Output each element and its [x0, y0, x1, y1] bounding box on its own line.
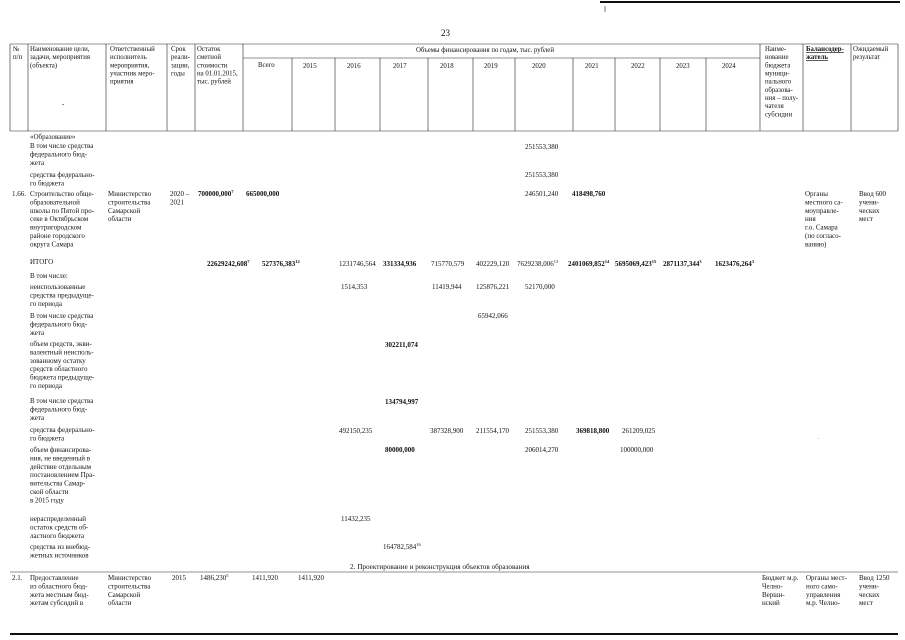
row-name: неиспользованные средства предыдуще-го периода: [30, 283, 94, 308]
row-name: Предоставление из областного бюд-жета местным бюд-жетам субсидий в: [30, 574, 89, 608]
header-year: 2015: [303, 63, 317, 70]
row-term: 2015: [172, 574, 186, 582]
cell-2017: 134794,997: [385, 398, 419, 406]
cell-2018: 387328,900: [430, 427, 464, 435]
row-result: Ввод 1250 учени-ческих мест: [859, 574, 890, 608]
itogo-2019: 402229,120: [476, 260, 510, 268]
row-executor: Министерство строительства Самарской области: [108, 574, 152, 608]
cell-2020: 251553,380: [525, 143, 559, 151]
header-year: 2024: [722, 63, 736, 70]
scan-speck: ·: [817, 435, 820, 443]
header-name: Наименование цели, задачи, мероприятия (объекта): [30, 46, 91, 70]
row-holder: Органы мест-ного само-управления м.р. Челно-: [806, 574, 847, 608]
row-number: 1.66.: [12, 190, 26, 198]
cell-2016: 492150,235: [339, 427, 373, 435]
itogo-2016: 1231746,564: [339, 260, 376, 268]
row-holder: Органы местного са-моуправле-ния г.о. Самара (по согласо-ванию): [805, 190, 843, 249]
row-name: объем средств, экви-валентный неисполь-зованному остатку средств областного бюджета предыдуще-го периода: [30, 340, 95, 390]
cell-2019: 65942,066: [478, 312, 508, 320]
row-number: 2.1.: [12, 574, 23, 582]
itogo-total: 22629242,608$^7$: [207, 259, 250, 268]
header-budget: Наиме-нование бюджета муници-пального образова-ния – полу-чателя субсидии: [765, 46, 799, 119]
row-budget: Бюджет м.р. Челно-Верши-нский: [762, 574, 799, 608]
header-no: № п/п: [13, 46, 23, 62]
row-name: В том числе средства федерального бюд-жета: [30, 397, 94, 422]
cell-2019: 211554,170: [476, 427, 509, 435]
cell-2015: 1411,920: [298, 574, 324, 582]
row-name: средства федерально-го бюджета: [30, 171, 95, 188]
row-executor: Министерство строительства Самарской области: [108, 190, 152, 224]
cell-2017: 164782,584$^{16}$: [383, 542, 421, 551]
row-name: В том числе средства федерального бюд-жета: [30, 142, 94, 167]
cell-total: 665000,000: [246, 190, 280, 198]
header-year: 2017: [393, 63, 407, 70]
cell-total: 1411,920: [252, 574, 278, 582]
cell-rest: 1486,230$^5$: [200, 573, 229, 582]
header-year: 2023: [676, 63, 690, 70]
row-name: средства федерально-го бюджета: [30, 426, 95, 443]
cell-rest: 700000,000$^7$: [198, 189, 234, 198]
itogo-2023: 2871137,344$^3$: [663, 259, 702, 268]
itogo-2020: 7629238,006$^{13}$: [517, 259, 559, 268]
cell-2020: 52170,000: [525, 283, 555, 291]
header-years: [303, 63, 736, 70]
cell-2021: 418498,760: [572, 190, 606, 198]
header-result: Ожидаемый результат: [853, 46, 889, 62]
cell-2016: 11432,235: [341, 515, 371, 523]
itogo-2018: 715770,579: [431, 260, 465, 268]
row-name: средства из внебюд-жетных источников: [30, 543, 91, 560]
header-funding-title: Объемы финансирования по годам, тыс. рублей: [416, 47, 554, 54]
row-name: объем финансирова-ния, не введенный в действие отдельным постановлением Пра-вительства Самар-ской области в 2015 году: [30, 446, 95, 505]
cell-2021: 369818,800: [576, 427, 610, 435]
itogo-2021: 2401069,852$^{14}$: [568, 259, 610, 268]
row-name: Строительство обще-образовательной школы по Пятой про-секе в Октябрьском внутригородском районе городского округа Самара: [30, 190, 95, 249]
itogo-2015: 527376,383$^{12}$: [262, 259, 300, 268]
cell-2018: 11419,944: [432, 283, 462, 291]
header-term: Срок реали-зации, годы: [171, 46, 190, 78]
cell-2022: 100000,000: [620, 446, 654, 454]
itogo-label: ИТОГО: [30, 258, 54, 266]
cell-2019: 125876,221: [476, 283, 510, 291]
header-name-dash: -: [62, 101, 65, 108]
section-title: 2. Проектирование и реконструкция объектов образования: [350, 563, 530, 571]
cell-2020: 206014,270: [525, 446, 559, 454]
cell-2022: 261209,025: [622, 427, 656, 435]
row-term: 2020 – 2021: [170, 190, 190, 207]
row-name: В том числе:: [30, 272, 68, 280]
header-year: 2022: [631, 63, 645, 70]
header-year: 2019: [484, 63, 498, 70]
header-total: Всего: [258, 62, 275, 69]
header-year: 2020: [532, 63, 546, 70]
header-year: 2021: [585, 63, 599, 70]
row-name: нераспределенный остаток средств об-ластного бюджета: [30, 515, 89, 540]
page-number: 23: [441, 28, 450, 38]
cell-2017: 302211,074: [385, 341, 418, 349]
header-rest: Остаток сметной стоимости на 01.01.2015, тыс. рублей: [197, 46, 238, 86]
row-result: Ввод 600 учени-ческих мест: [859, 190, 887, 224]
cell-2016: 1514,353: [341, 283, 368, 291]
row-name: «Образование»: [30, 133, 76, 141]
header-year: 2018: [440, 63, 454, 70]
cell-2017: 80000,000: [385, 446, 415, 454]
header-executor: Ответственный исполнитель мероприятия, участник меро-приятия: [110, 46, 155, 86]
header-holder: Балансодер-жатель: [806, 46, 844, 62]
itogo-2017: 331334,936: [383, 260, 417, 268]
itogo-2022: 5695069,423$^{15}$: [615, 259, 657, 268]
cell-2020: 251553,380: [525, 427, 559, 435]
header-year: 2016: [347, 63, 361, 70]
cell-2020: 251553,380: [525, 171, 559, 179]
cell-2020: 246501,240: [525, 190, 559, 198]
row-name: В том числе средства федерального бюд-жета: [30, 312, 94, 337]
itogo-2024: 1623476,264$^3$: [715, 259, 754, 268]
